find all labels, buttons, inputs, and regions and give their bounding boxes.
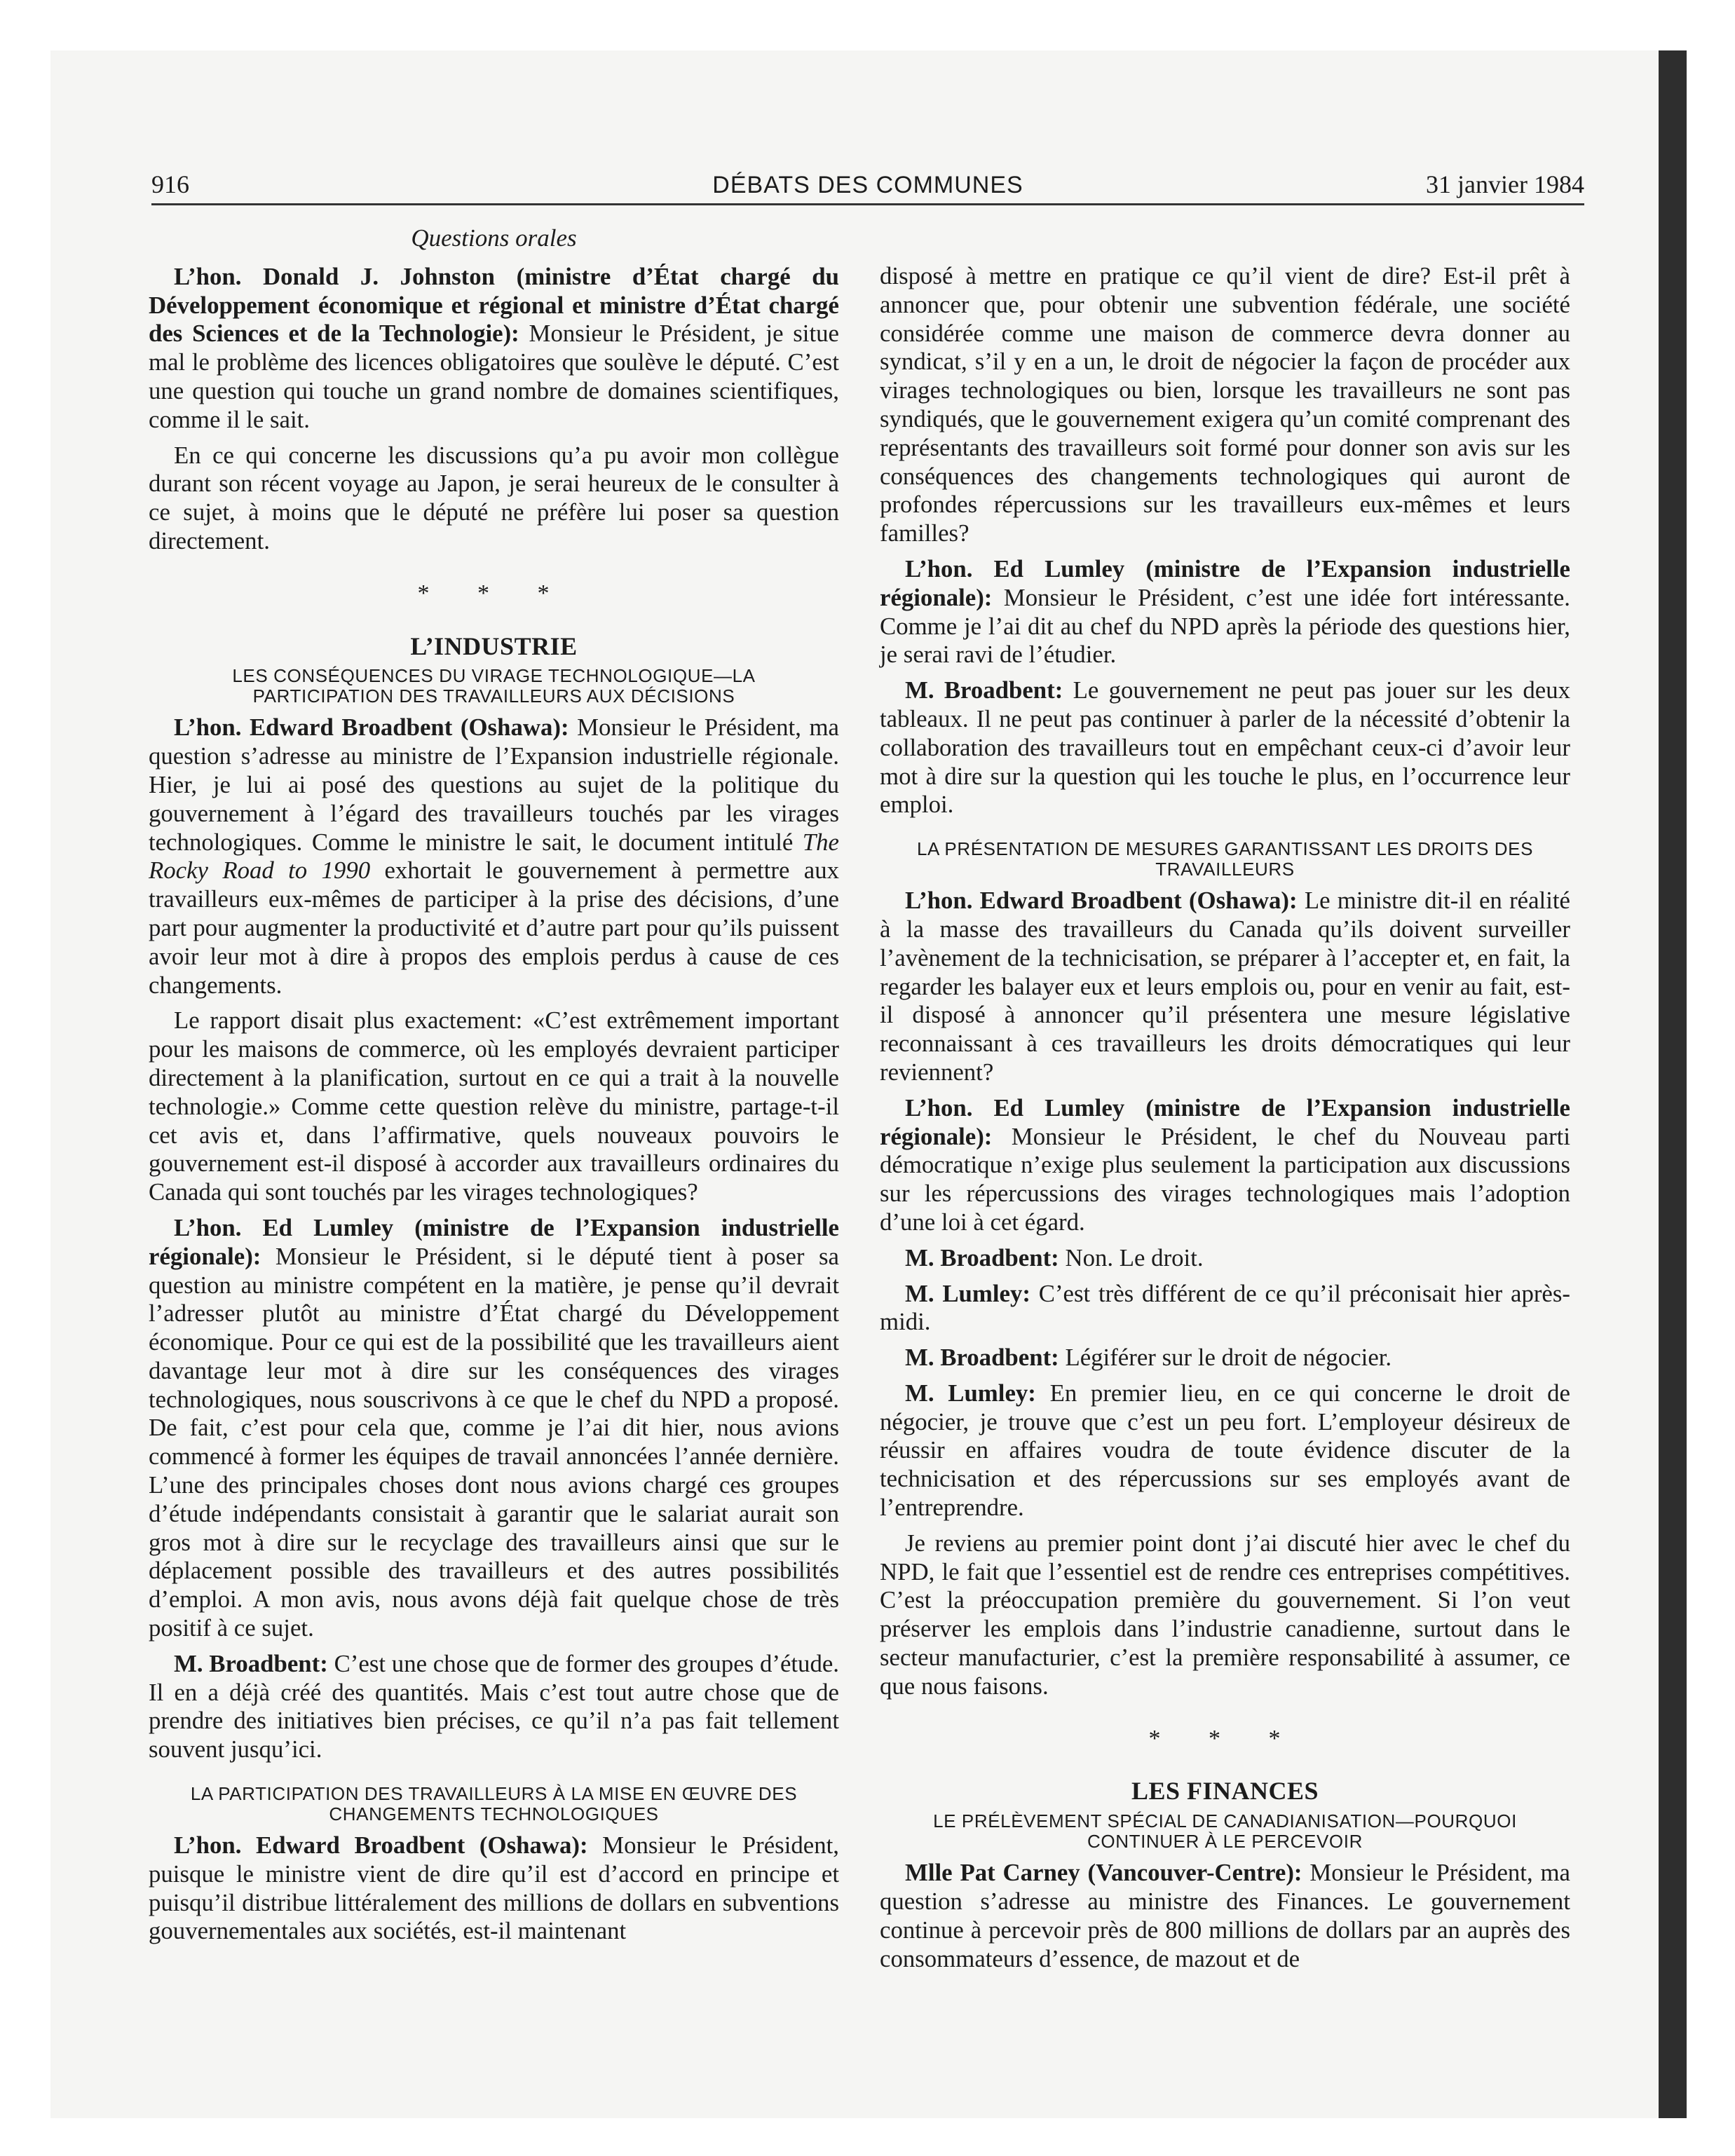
speaker-name: L’hon. Edward Broadbent (Oshawa): bbox=[905, 887, 1298, 915]
section-label: Questions orales bbox=[411, 224, 577, 252]
section-heading: LES FINANCES bbox=[1131, 1777, 1319, 1806]
speech-text: C’est très différent de ce qu’il préconisait hier après-midi. bbox=[880, 1279, 1570, 1336]
paragraph: Je reviens au premier point dont j’ai discuté hier avec le chef du NPD, le fait que l’essentiel est de rendre ces entreprises compétitives. C’est la préoccupation première du gouvernement. Si l’on veut préserver les emplois dans l’industrie canadienne, surtout dans le secteur manufacturier, c’est la première responsabilité à assumer, ce que nous faisons. bbox=[880, 1529, 1570, 1700]
section-divider: * * * bbox=[1148, 1725, 1302, 1752]
page-number: 916 bbox=[151, 170, 189, 198]
paragraph: Le rapport disait plus exactement: «C’est extrêmement important pour les maisons de commerce, où les employés devraient participer directement à la planification, surtout en ce qui a trait à la nouvelle technologie.» Comme cette question relève du ministre, partage-t-il cet avis et, dans l’affirmative, quels nouveaux pouvoirs le gouvernement est-il disposé à accorder aux travailleurs ordinaires du Canada qui sont touchés par les virages technologiques? bbox=[149, 1007, 839, 1206]
speech-text: Le gouvernement ne peut pas jouer sur les deux tableaux. Il ne peut pas continuer à parler de la nécessité d’obtenir la collaboration des travailleurs tout en empêchant ceux-ci d’avoir leur mot à dire sur la question qui les touche le plus, en l’occurrence leur emploi. bbox=[880, 676, 1570, 819]
speech-paragraph bbox=[149, 1214, 839, 1643]
speech-paragraph bbox=[149, 1831, 839, 1946]
speaker-name: Mlle Pat Carney (Vancouver-Centre): bbox=[905, 1859, 1302, 1887]
speech-text: Non. Le droit. bbox=[1059, 1243, 1204, 1271]
speaker-name: L’hon. Edward Broadbent (Oshawa): bbox=[174, 714, 569, 742]
speech-paragraph bbox=[880, 1244, 1570, 1273]
subheading: LES CONSÉQUENCES DU VIRAGE TECHNOLOGIQUE—LA PARTICIPATION DES TRAVAILLEURS AUX DÉCISIONS bbox=[232, 665, 756, 707]
speaker-name: M. Broadbent: bbox=[905, 676, 1063, 704]
speech-text: Monsieur le Président, puisque le ministre vient de dire qu’il est d’accord en principe et puisqu’il distribue littéralement des millions de dollars en subventions gouvernementales aux sociétés, est-il maintenant bbox=[149, 1831, 839, 1945]
speaker-name: M. Broadbent: bbox=[174, 1649, 328, 1677]
paragraph: En ce qui concerne les discussions qu’a pu avoir mon collègue durant son récent voyage au Japon, je serai heureux de le consulter à ce sujet, à moins que le député ne préfère lui poser sa question directement. bbox=[149, 441, 839, 554]
speech-paragraph bbox=[880, 1094, 1570, 1237]
speaker-name: M. Broadbent: bbox=[905, 1344, 1059, 1372]
speech-paragraph bbox=[880, 887, 1570, 1087]
header-date: 31 janvier 1984 bbox=[1426, 170, 1584, 198]
speech-text: Légiférer sur le droit de négocier. bbox=[1059, 1344, 1392, 1372]
speech-text: Monsieur le Président, c’est une idée fort intéressante. Comme je l’ai dit au chef du NPD après la période des questions hier, je serai ravi de l’étudier. bbox=[880, 583, 1570, 669]
speech-paragraph bbox=[880, 1859, 1570, 1973]
speech-paragraph bbox=[880, 1344, 1570, 1372]
paragraph: disposé à mettre en pratique ce qu’il vient de dire? Est-il prêt à annoncer que, pour obtenir une subvention fédérale, une société considérée comme une maison de commerce devra donner au syndicat, s’il y en a un, le droit de négocier la façon de procéder aux virages technologiques ou bien, lorsque les travailleurs ne sont pas syndiqués, que le gouvernement exigera qu’un comité comprenant des représentants des travailleurs soit formé pour donner son avis sur les conséquences des changements technologiques qui auront de profondes répercussions sur les travailleurs eux-mêmes et leurs familles? bbox=[880, 262, 1570, 547]
journal-title: DÉBATS DES COMMUNES bbox=[712, 172, 1023, 198]
left-column bbox=[149, 224, 839, 1953]
speech-text: Monsieur le Président, le chef du Nouveau parti démocratique n’exige plus seulement la participation aux discussions sur les répercussions des virages technologiques mais l’adoption d’une loi à cet égard. bbox=[880, 1122, 1570, 1236]
speech-text: Monsieur le Président, ma question s’adresse au ministre des Finances. Le gouvernement continue à percevoir près de 800 millions de dollars par an auprès des consommateurs d’essence, de mazout et de bbox=[880, 1859, 1570, 1972]
subheading: LA PRÉSENTATION DE MESURES GARANTISSANT LES DROITS DES TRAVAILLEURS bbox=[916, 838, 1534, 880]
running-head bbox=[151, 167, 1584, 205]
speaker-name: L’hon. Ed Lumley (ministre de l’Expansion industrielle régionale): bbox=[880, 1093, 1570, 1150]
speech-text: En premier lieu, en ce qui concerne le droit de négocier, je trouve que c’est un peu fort. L’employeur désireux de réussir en affaires voudra de toute évidence discuter de la technicisation et des répercussions sur ses employés avant de l’entreprendre. bbox=[880, 1379, 1571, 1522]
scan-edge-shadow bbox=[1659, 50, 1687, 2118]
speech-paragraph bbox=[880, 676, 1570, 819]
speech-paragraph bbox=[880, 555, 1570, 669]
section-heading: L’INDUSTRIE bbox=[410, 632, 578, 660]
subheading: LA PARTICIPATION DES TRAVAILLEURS À LA MISE EN ŒUVRE DES CHANGEMENTS TECHNOLOGIQUES bbox=[190, 1783, 798, 1825]
speech-text: Le ministre dit-il en réalité à la masse des travailleurs du Canada qu’ils doivent surveiller l’avènement de la technicisation, se préparer à l’accepter et, en fait, la regarder les balayer eux et leurs emplois ou, pour en venir au fait, est-il disposé à annoncer qu’il présentera une mesure législative reconnaissant à ces travailleurs les droits démocratiques qui leur reviennent? bbox=[880, 887, 1570, 1086]
speaker-name: L’hon. Edward Broadbent (Oshawa): bbox=[174, 1831, 588, 1860]
speech-paragraph bbox=[149, 263, 839, 435]
speech-text: Monsieur le Président, si le député tient à poser sa question au ministre compétent en la matière, je pense qu’il devrait l’adresser plutôt au ministre d’État chargé du Développement économique. Pour ce qui est de la possibilité que les travailleurs aient davantage leur mot à dire sur les conséquences des virages technologiques, nous souscrivons à ce que le chef du NPD a proposé. De fait, c’est pour cela que, comme je l’ai dit hier, nous avions commencé à former les équipes de travail annoncées l’année dernière. L’une des principales choses dont nous avions chargé ces groupes d’étude indépendants consistait à garantir que le salariat aurait son gros mot à dire sur le recyclage des travailleurs ainsi que sur le déplacement possible des travailleurs et des autres possibilités d’emploi. A mon avis, nous avons déjà fait quelque chose de très positif à ce sujet. bbox=[149, 1242, 839, 1642]
speaker-name: L’hon. Ed Lumley (ministre de l’Expansion industrielle régionale): bbox=[880, 554, 1570, 611]
speaker-name: L’hon. Donald J. Johnston (ministre d’État chargé du Développement économique et régional et ministre d’État chargé des Sciences et de la Technologie): bbox=[149, 262, 839, 348]
subheading: LE PRÉLÈVEMENT SPÉCIAL DE CANADIANISATION—POURQUOI CONTINUER À LE PERCEVOIR bbox=[933, 1810, 1517, 1853]
speech-text: exhortait le gouvernement à permettre aux travailleurs eux-mêmes de participer à la prise des décisions, d’une part pour augmenter la productivité et d’autre part pour qu’ils puissent avoir leur mot à dire à propos des emplois perdus à cause de ces changements. bbox=[149, 857, 839, 999]
section-divider: * * * bbox=[417, 580, 571, 606]
speaker-name: M. Lumley: bbox=[905, 1279, 1030, 1307]
speech-text: C’est une chose que de former des groupes d’étude. Il en a déjà créé des quantités. Mais c’est tout autre chose que de prendre des initiatives bien précises, ce qu’il n’a pas fait tellement souvent jusqu’ici. bbox=[149, 1649, 839, 1763]
speech-paragraph bbox=[149, 1650, 839, 1764]
speech-text: Monsieur le Président, je situe mal le problème des licences obligatoires que soulève le député. C’est une question qui touche un grand nombre de domaines scientifiques, comme il le sait. bbox=[149, 320, 839, 433]
speaker-name: M. Broadbent: bbox=[905, 1243, 1059, 1271]
speech-paragraph bbox=[880, 1280, 1570, 1337]
speaker-name: M. Lumley: bbox=[905, 1379, 1036, 1407]
document-title: The Rocky Road to 1990 bbox=[149, 828, 839, 885]
speaker-name: L’hon. Ed Lumley (ministre de l’Expansion industrielle régionale): bbox=[149, 1213, 839, 1270]
right-column bbox=[880, 262, 1570, 1980]
speech-paragraph bbox=[149, 714, 839, 999]
speech-text: Monsieur le Président, ma question s’adresse au ministre de l’Expansion industrielle régionale. Hier, je lui ai posé des questions au sujet de la politique du gouvernement à l’égard des travailleurs touchés par les virages technologiques. Comme le ministre le sait, le document intitulé bbox=[149, 714, 840, 856]
speech-paragraph bbox=[880, 1379, 1570, 1522]
